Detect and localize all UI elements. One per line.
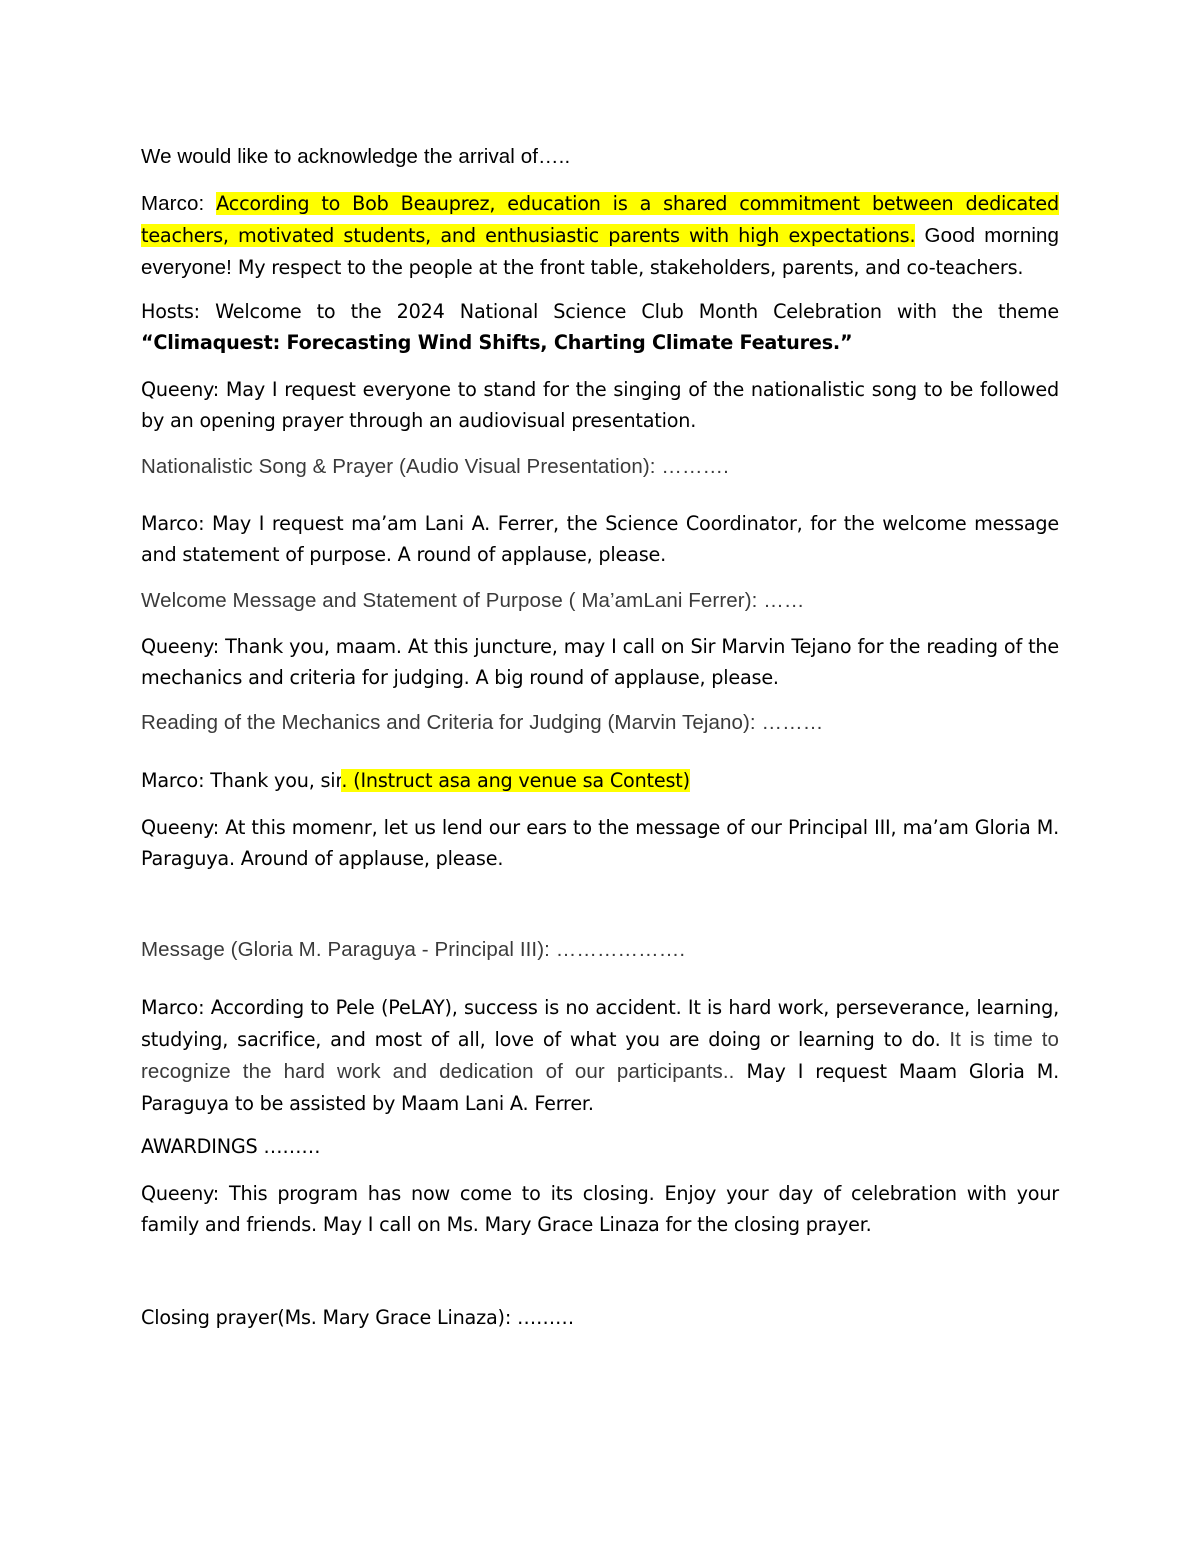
- nationalistic-song-prayer: Nationalistic Song & Prayer (Audio Visual Presentation): ……….: [141, 455, 729, 478]
- marco-welcome-request: Marco: May I request ma’am Lani A. Ferrer, the Science Coordinator, for the welcome message and statement of purpose. A round of applause, please.: [141, 512, 1059, 566]
- hosts-welcome-paragraph: [141, 296, 1059, 358]
- celebration-theme: “Climaquest: Forecasting Wind Shifts, Charting Climate Features.”: [141, 331, 853, 354]
- marco-pele-paragraph: [141, 992, 1059, 1120]
- good-morning-greeting: Good morning everyone!: [141, 224, 1059, 279]
- speaker-marco: Marco:: [141, 192, 217, 215]
- welcome-message-item: Welcome Message and Statement of Purpose ( Ma’amLani Ferrer): ……: [141, 589, 805, 612]
- assist-request: May I request Maam Gloria M. Paraguya to be assisted by Maam Lani A. Ferrer.: [141, 1060, 1059, 1115]
- principal-message-item: Message (Gloria M. Paraguya - Principal III): ……………….: [141, 938, 686, 961]
- queeny-stand-request: Queeny: May I request everyone to stand for the singing of the nationalistic song to be followed by an opening prayer through an audiovisual presentation.: [141, 378, 1059, 432]
- queeny-closing-paragraph: Queeny: This program has now come to its closing. Enjoy your day of celebration with your family and friends. May I call on Ms. Mary Grace Linaza for the closing prayer.: [141, 1182, 1059, 1236]
- venue-instruction-note: . (Instruct asa ang venue sa Contest): [341, 769, 690, 792]
- closing-prayer-item: Closing prayer(Ms. Mary Grace Linaza): ………: [141, 1306, 574, 1329]
- marco-thank-you-text: Marco: Thank you, sir: [141, 769, 342, 792]
- marco-opening-paragraph: [141, 188, 1059, 284]
- pele-quote: Marco: According to Pele (PeLAY), success is no accident. It is hard work, perseverance, learning, studying, sacrifice, and most of all, love of what you are doing or learning to do.: [141, 996, 1059, 1051]
- queeny-mechanics-request: Queeny: Thank you, maam. At this juncture, may I call on Sir Marvin Tejano for the reading of the mechanics and criteria for judging. A big round of applause, please.: [141, 635, 1059, 689]
- awardings-item: AWARDINGS ………: [141, 1135, 321, 1158]
- recognition-statement: It is time to recognize the hard work and dedication of our participants..: [141, 1028, 1059, 1083]
- arrival-acknowledgement: We would like to acknowledge the arrival of…..: [141, 145, 571, 168]
- mechanics-criteria-item: Reading of the Mechanics and Criteria for Judging (Marvin Tejano): ………: [141, 711, 824, 734]
- queeny-principal-message: Queeny: At this momenr, let us lend our ears to the message of our Principal III, ma’am Gloria M. Paraguya. Around of applause, please.: [141, 816, 1059, 870]
- marco-thank-you: [141, 765, 1059, 796]
- respect-statement: My respect to the people at the front table, stakeholders, parents, and co-teachers.: [231, 256, 1024, 279]
- bob-beauprez-quote: According to Bob Beauprez, education is a shared commitment between dedicated teachers, motivated students, and enthusiastic parents with high expectations.: [141, 192, 1059, 247]
- hosts-welcome-text: Hosts: Welcome to the 2024 National Science Club Month Celebration with the theme: [141, 300, 1059, 323]
